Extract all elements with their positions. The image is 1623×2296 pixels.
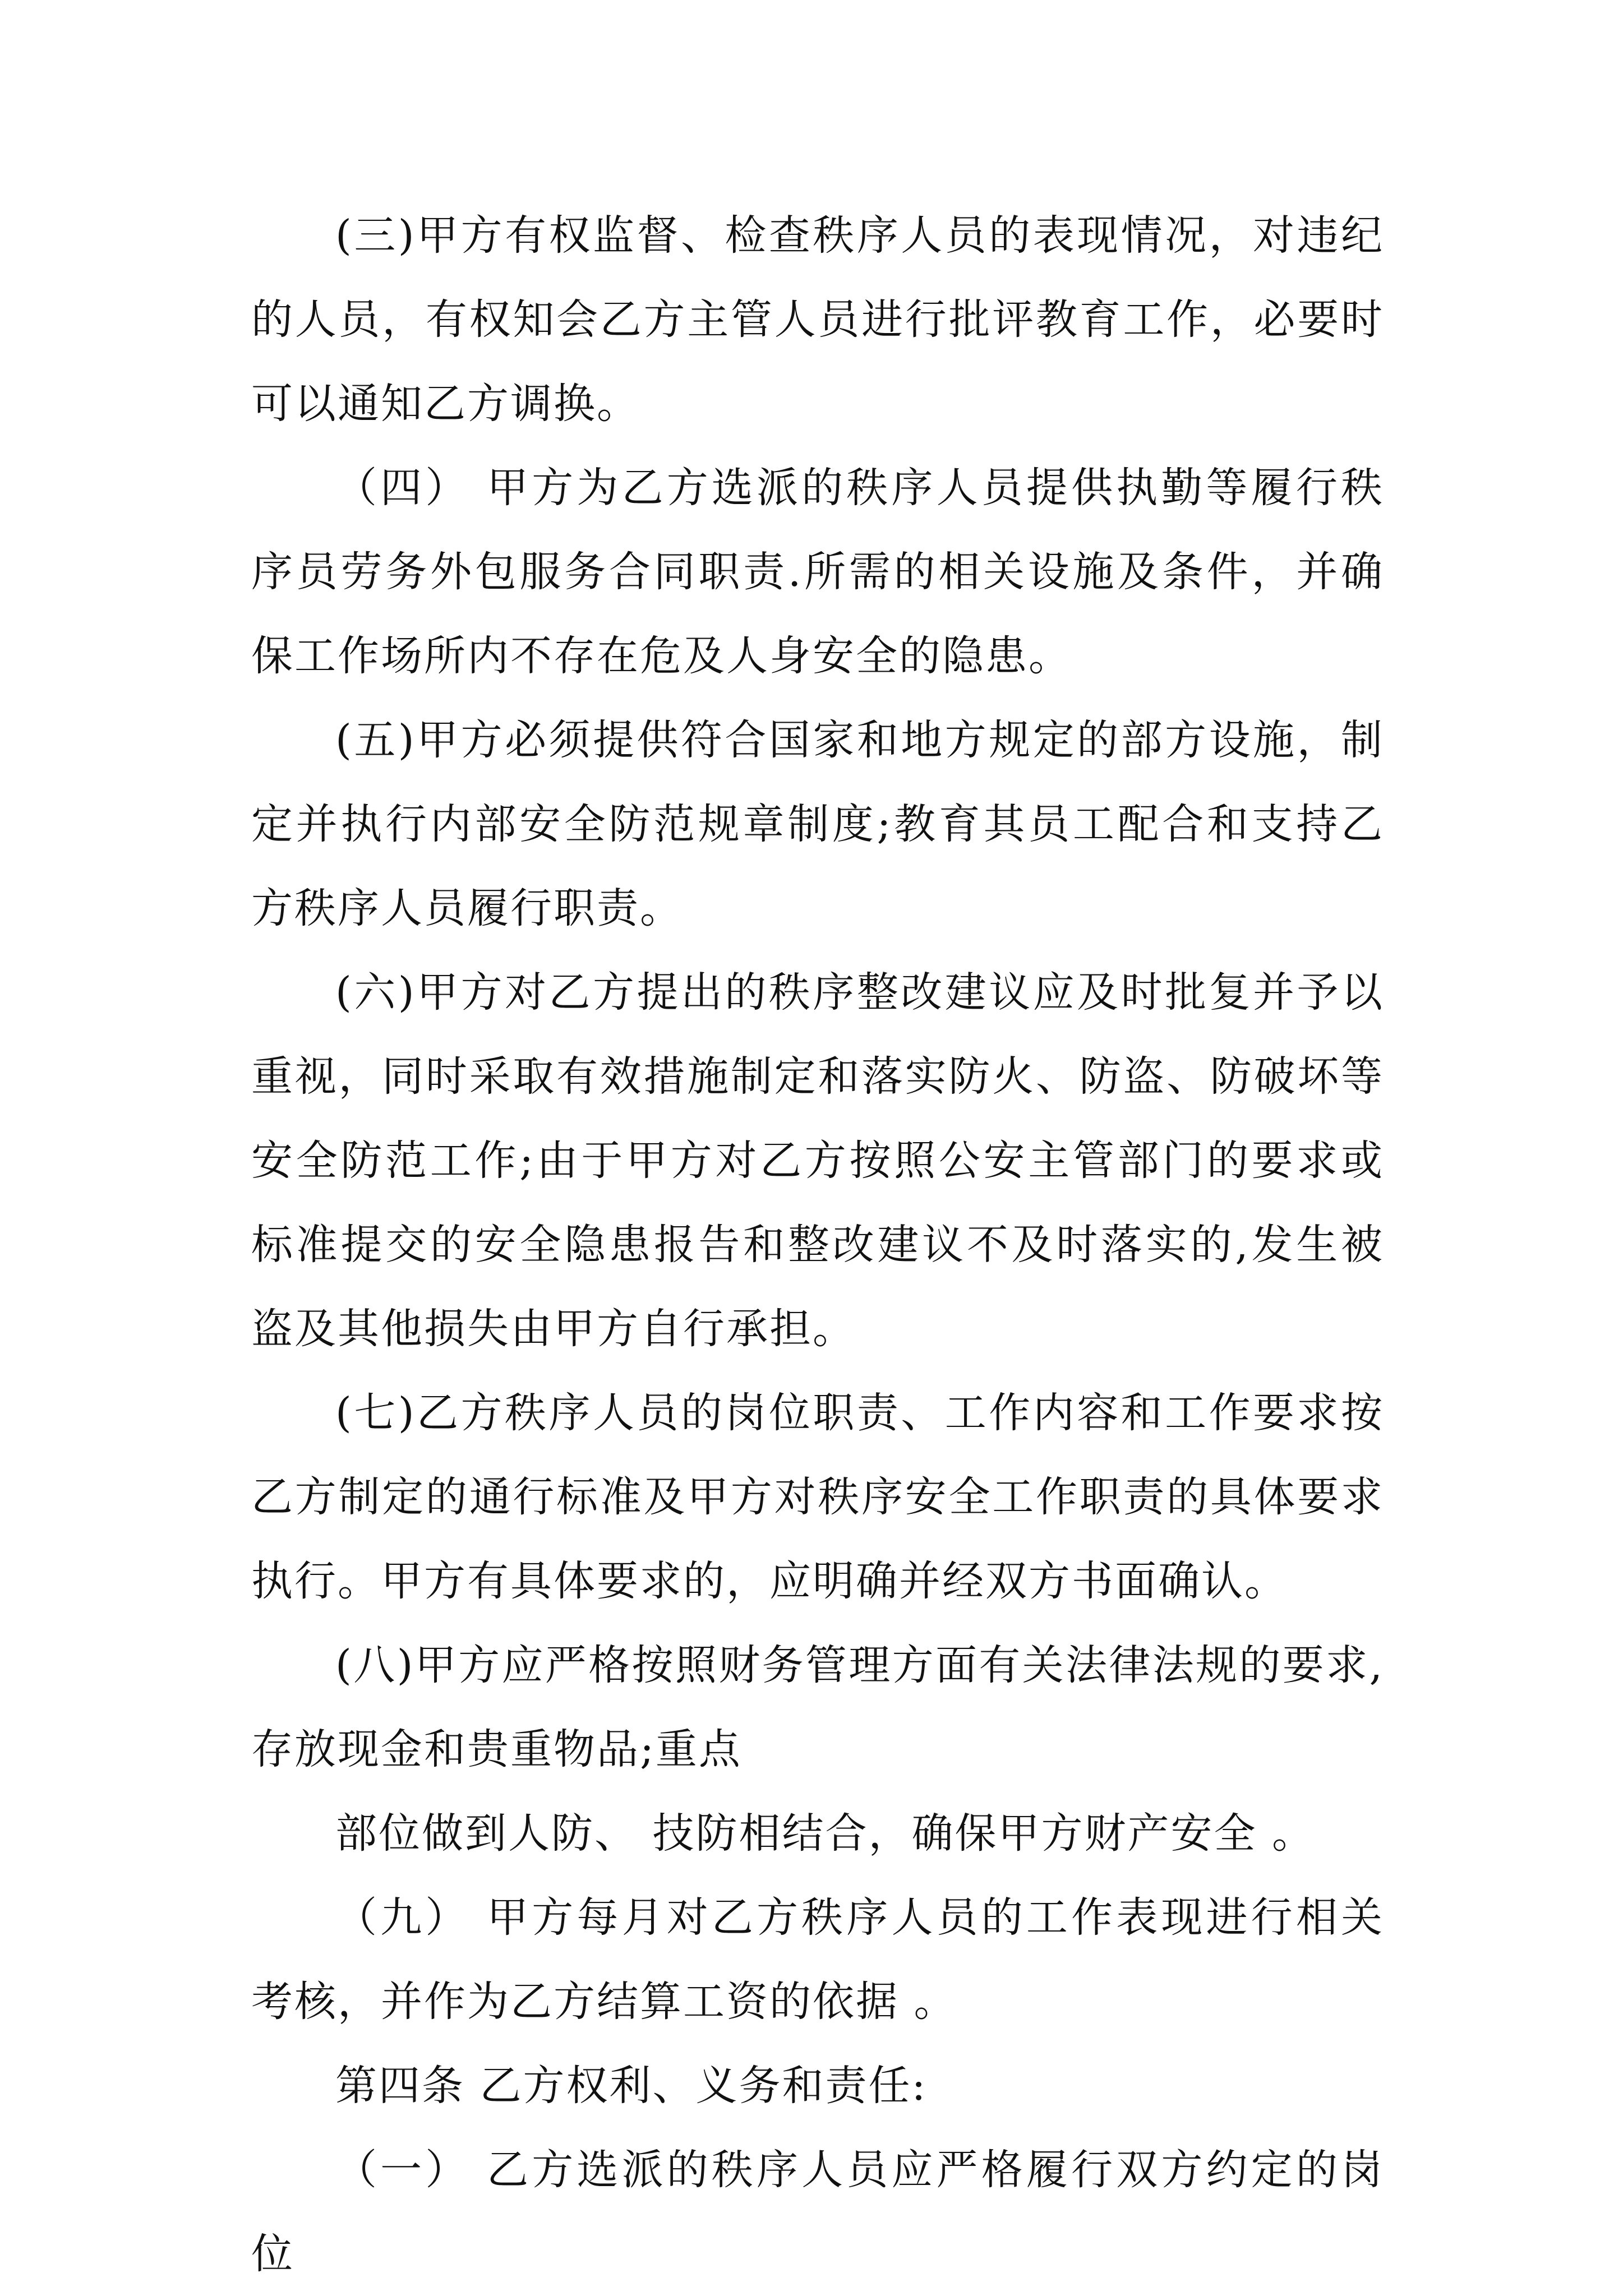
clause-4-paragraph: （四） 甲方为乙方选派的秩序人员提供执勤等履行秩序员劳务外包服务合同职责.所需的相关设施及条件，并确保工作场所内不存在危及人身安全的隐患。 <box>251 464 1384 680</box>
clause-8-continuation: 部位做到人防、 技防相结合，确保甲方财产安全 。 <box>335 1809 1316 1858</box>
article-4-heading: 第四条 乙方权利、义务和责任: <box>335 2062 928 2110</box>
clause-7-paragraph: (七)乙方秩序人员的岗位职责、工作内容和工作要求按乙方制定的通行标准及甲方对秩序安全工作职责的具体要求执行。甲方有具体要求的，应明确并经双方书面确认。 <box>251 1389 1384 1605</box>
clause-9-paragraph: （九） 甲方每月对乙方秩序人员的工作表现进行相关考核，并作为乙方结算工资的依据 。 <box>251 1893 1384 2026</box>
clause-6-paragraph: (六)甲方对乙方提出的秩序整改建议应及时批复并予以重视，同时采取有效措施制定和落实防火、防盗、防破坏等安全防范工作;由于甲方对乙方按照公安主管部门的要求或标准提交的安全隐患报告和整改建议不及时落实的,发生被盗及其他损失由甲方自行承担。 <box>251 968 1384 1353</box>
clause-8-paragraph: (八)甲方应严格按照财务管理方面有关法律法规的要求,存放现金和贵重物品;重点 <box>251 1641 1384 1773</box>
clause-3-paragraph: (三)甲方有权监督、检查秩序人员的表现情况，对违纪的人员，有权知会乙方主管人员进行批评教育工作，必要时可以通知乙方调换。 <box>251 211 1384 428</box>
document-body <box>251 193 1384 2296</box>
article-4-clause-1-paragraph: （一） 乙方选派的秩序人员应严格履行双方约定的岗位 <box>251 2146 1384 2278</box>
clause-5-paragraph: (五)甲方必须提供符合国家和地方规定的部方设施，制定并执行内部安全防范规章制度;教育其员工配合和支持乙方秩序人员履行职责。 <box>251 716 1384 932</box>
